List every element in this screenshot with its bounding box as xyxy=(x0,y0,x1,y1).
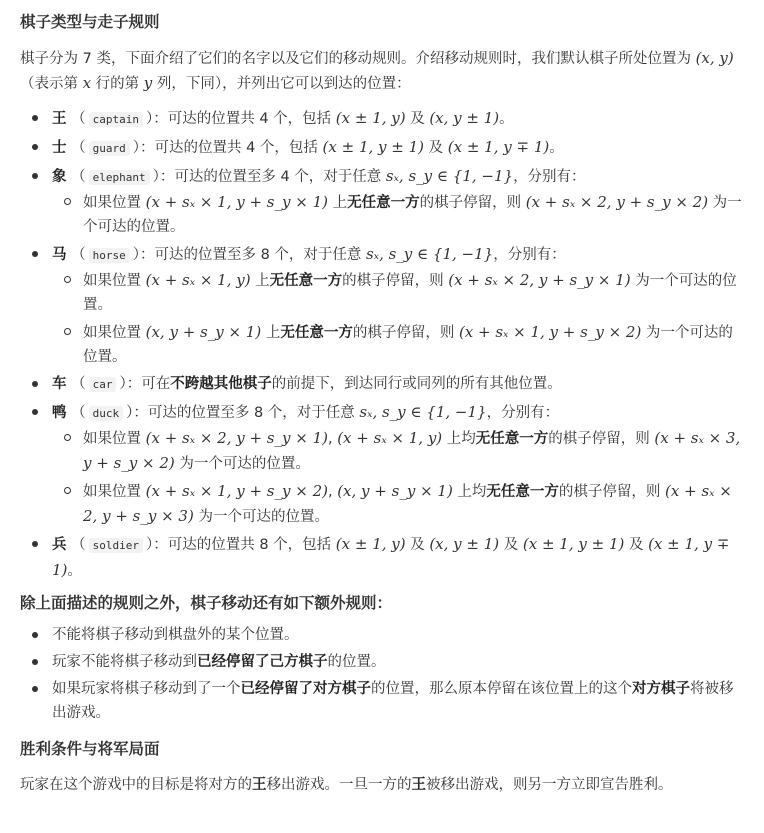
intro-paragraph: 棋子分为 7 类，下面介绍了它们的名字以及它们的移动规则。介绍移动规则时，我们默认棋子所处位置为 (x, y)（表示第 x 行的第 y 列，下同），并列出它可以到达的位置： xyxy=(20,49,734,92)
piece-item-duck: 鸭 （ duck ）：可达的位置至多 8 个，对于任意 sₓ, s_y ∈ {1, −1}，分别有： 如果位置 (x + sₓ × 2, y + s_y × 1), (x + sₓ × 1, y) 上均无任意一方的棋子停留，则 (x + sₓ × 3, y + s_y × 2) 为一个可达的位置。 如果位置 (x + sₓ × 1, y + s_y × 2), (x, y + s_y × 1) 上均无任意一方的棋子停留，则 (x + sₓ × 2, y + s_y × 3) 为一个可达的位置。 xyxy=(20,400,744,529)
math-y: y xyxy=(143,74,153,92)
extra-rule-item: 如果玩家将棋子移动到了一个已经停留了对方棋子的位置，那么原本停留在该位置上的这个对方棋子将被移出游戏。 xyxy=(20,677,744,725)
piece-item-elephant: 象 （ elephant ）：可达的位置至多 4 个，对于任意 sₓ, s_y ∈ {1, −1}，分别有： 如果位置 (x + sₓ × 1, y + s_y × 1) 上无任意一方的棋子停留，则 (x + sₓ × 2, y + s_y × 2) 为一个可达的位置。 xyxy=(20,164,744,239)
piece-item-horse: 马 （ horse ）：可达的位置至多 8 个，对于任意 sₓ, s_y ∈ {1, −1}，分别有： 如果位置 (x + sₓ × 1, y) 上无任意一方的棋子停留，则 (x + sₓ × 2, y + s_y × 1) 为一个可达的位置。 如果位置 (x, y + s_y × 1) 上无任意一方的棋子停留，则 (x + sₓ × 1, y + s_y × 2) 为一个可达的位置。 xyxy=(20,242,744,369)
sub-rule-list xyxy=(52,426,744,529)
sub-rule-list xyxy=(52,190,744,239)
piece-code: car xyxy=(89,377,117,392)
sub-rule-item: 如果位置 (x + sₓ × 1, y + s_y × 2), (x, y + s_y × 1) 上均无任意一方的棋子停留，则 (x + sₓ × 2, y + s_y × 3) 为一个可达的位置。 xyxy=(52,479,744,529)
piece-item-captain: 王 （ captain ）：可达的位置共 4 个，包括 (x ± 1, y) 及 (x, y ± 1)。 xyxy=(20,106,744,132)
piece-code: guard xyxy=(89,141,130,156)
piece-code: captain xyxy=(89,112,143,127)
piece-name: 兵 xyxy=(52,537,67,553)
piece-item-guard: 士 （ guard ）：可达的位置共 4 个，包括 (x ± 1, y ± 1) 及 (x ± 1, y ∓ 1)。 xyxy=(20,135,744,161)
piece-name: 马 xyxy=(52,247,67,263)
piece-code: horse xyxy=(89,248,130,263)
section-title-victory: 胜利条件与将军局面 xyxy=(20,740,160,758)
piece-list xyxy=(20,106,744,583)
sub-rule-item: 如果位置 (x + sₓ × 2, y + s_y × 1), (x + sₓ × 1, y) 上均无任意一方的棋子停留，则 (x + sₓ × 3, y + s_y × 2) 为一个可达的位置。 xyxy=(52,426,744,476)
piece-name: 鸭 xyxy=(52,405,67,421)
section-title-extra-rules: 除上面描述的规则之外，棋子移动还有如下额外规则： xyxy=(20,594,393,612)
piece-item-soldier: 兵 （ soldier ）：可达的位置共 8 个，包括 (x ± 1, y) 及 (x, y ± 1) 及 (x ± 1, y ± 1) 及 (x ± 1, y ∓ 1)。 xyxy=(20,532,744,583)
math-x: x xyxy=(82,74,92,92)
extra-rule-list xyxy=(20,623,744,725)
piece-name: 王 xyxy=(52,111,67,127)
piece-item-car: 车 （ car ）：可在不跨越其他棋子的前提下，到达同行或同列的所有其他位置。 xyxy=(20,372,744,397)
piece-name: 象 xyxy=(52,169,67,185)
piece-name: 士 xyxy=(52,140,67,156)
piece-code: elephant xyxy=(89,170,150,185)
sub-rule-item: 如果位置 (x + sₓ × 1, y) 上无任意一方的棋子停留，则 (x + sₓ × 2, y + s_y × 1) 为一个可达的位置。 xyxy=(52,268,744,317)
piece-name: 车 xyxy=(52,376,67,392)
sub-rule-item: 如果位置 (x + sₓ × 1, y + s_y × 1) 上无任意一方的棋子停留，则 (x + sₓ × 2, y + s_y × 2) 为一个可达的位置。 xyxy=(52,190,744,239)
piece-code: duck xyxy=(89,406,124,421)
section-title-piece-types: 棋子类型与走子规则 xyxy=(20,13,160,31)
extra-rule-item: 玩家不能将棋子移动到已经停留了己方棋子的位置。 xyxy=(20,650,744,674)
piece-code: soldier xyxy=(89,538,143,553)
math-position: (x, y) xyxy=(695,49,734,67)
sub-rule-item: 如果位置 (x, y + s_y × 1) 上无任意一方的棋子停留，则 (x + sₓ × 1, y + s_y × 2) 为一个可达的位置。 xyxy=(52,320,744,369)
victory-paragraph: 玩家在这个游戏中的目标是将对方的王移出游戏。一旦一方的王被移出游戏，则另一方立即宣告胜利。 xyxy=(20,777,673,793)
extra-rule-item: 不能将棋子移动到棋盘外的某个位置。 xyxy=(20,623,744,647)
sub-rule-list xyxy=(52,268,744,369)
